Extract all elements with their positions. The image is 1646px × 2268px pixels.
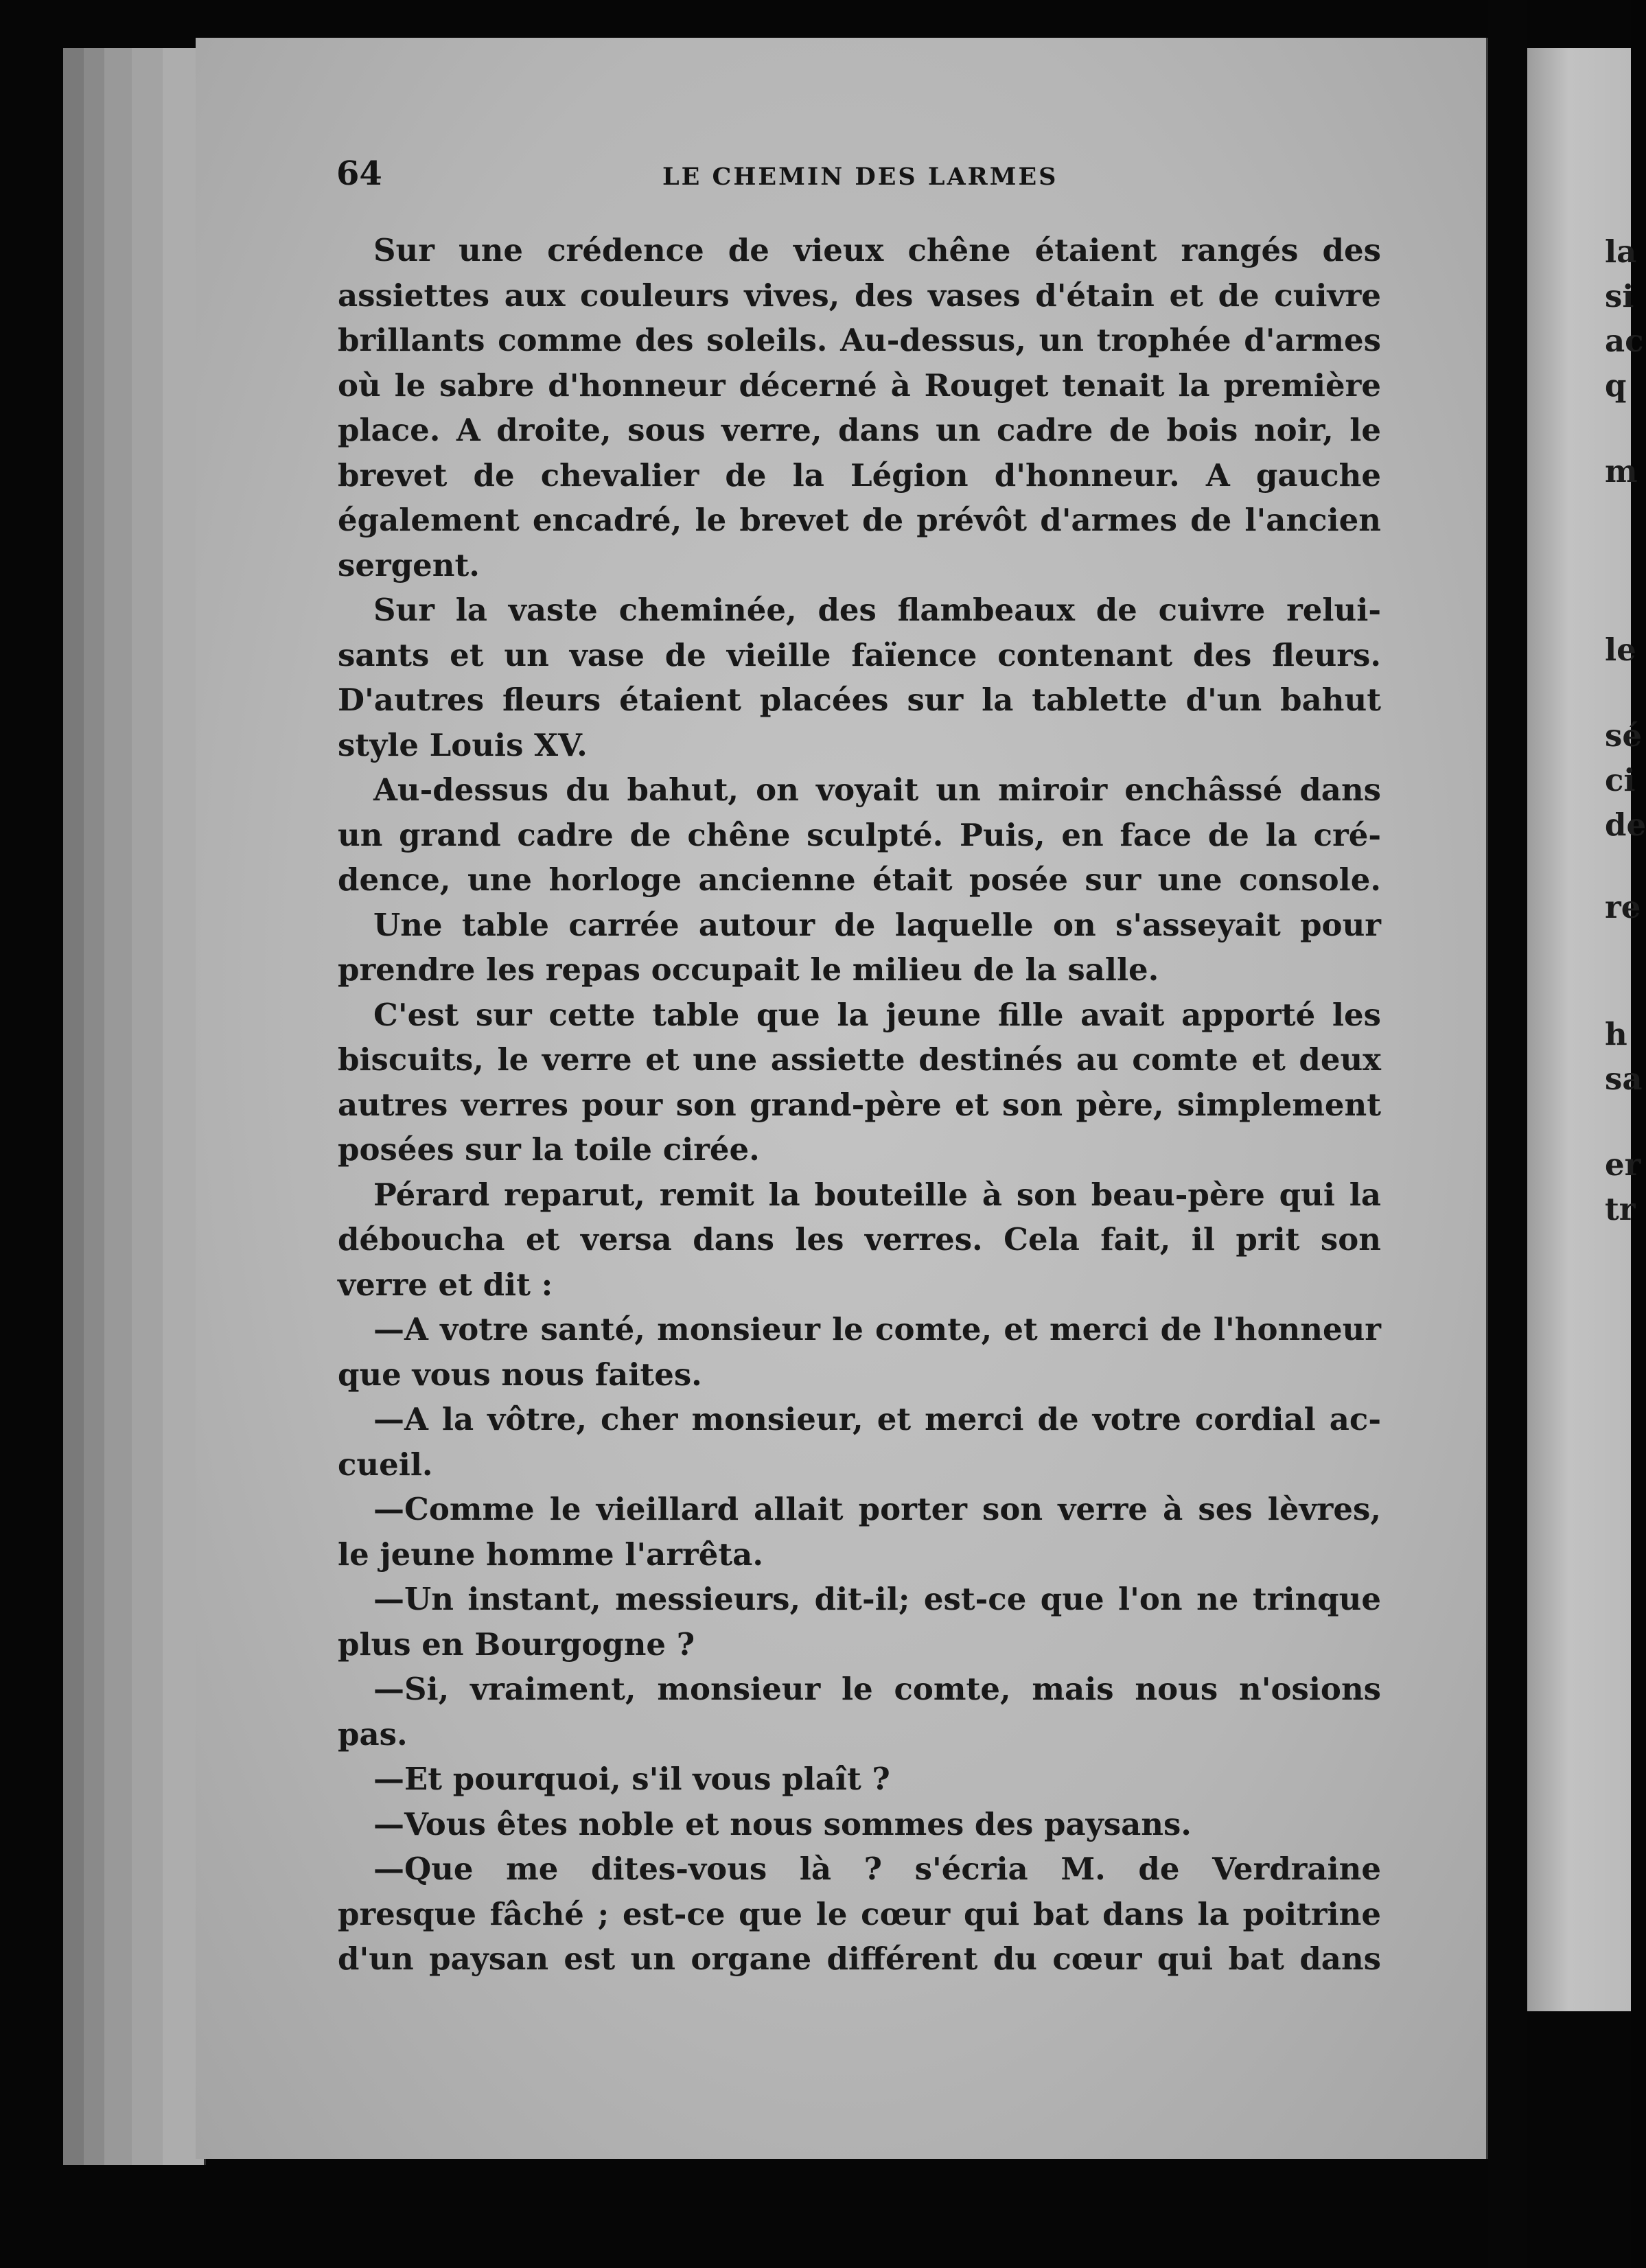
text-line: —Et pourquoi, s'il vous plaît ? — [373, 1761, 890, 1797]
text-line: prendre les repas occupait le milieu de la salle. — [338, 951, 1159, 988]
text-line: également encadré, le brevet de prévôt d'armes de l'ancien — [338, 502, 1381, 538]
facing-page-fragment: ac — [1605, 323, 1644, 359]
text-line: Une table carrée autour de laquelle on s'asseyait pour — [373, 906, 1381, 943]
text-line: plus en Bourgogne ? — [338, 1625, 695, 1663]
text-line: sants et un vase de vieille faïence contenant des fleurs. — [338, 636, 1381, 673]
text-line: biscuits, le verre et une assiette destinés au comte et deux — [338, 1041, 1381, 1078]
text-line: —Si, vraiment, monsieur le comte, mais nous n'osions — [373, 1671, 1381, 1707]
text-line: posées sur la toile cirée. — [338, 1131, 760, 1168]
page-edge — [84, 48, 106, 2165]
page-edge — [63, 48, 86, 2165]
text-line: —Vous êtes noble et nous sommes des paysans. — [373, 1805, 1192, 1842]
facing-page-fragment: re — [1605, 889, 1641, 925]
text-line: que vous nous faites. — [338, 1356, 702, 1393]
text-line: D'autres fleurs étaient placées sur la tablette d'un bahut — [338, 682, 1381, 718]
text-line: presque fâché ; est-ce que le cœur qui bat dans la poitrine — [338, 1895, 1381, 1932]
facing-page-fragment: er — [1605, 1146, 1641, 1183]
text-line: déboucha et versa dans les verres. Cela fait, il prit son — [338, 1221, 1381, 1258]
text-line: d'un paysan est un organe différent du cœur qui bat dans — [338, 1941, 1381, 1977]
text-line: où le sabre d'honneur décerné à Rouget tenait la première — [338, 367, 1381, 404]
facing-page-fragment: q — [1605, 367, 1627, 404]
text-line: assiettes aux couleurs vives, des vases d'étain et de cuivre — [338, 277, 1381, 314]
facing-page-fragment: de — [1605, 807, 1646, 843]
book-gutter — [1488, 0, 1527, 2268]
text-line: —Un instant, messieurs, dit-il; est-ce que l'on ne trinque — [373, 1581, 1381, 1617]
text-line: —A la vôtre, cher monsieur, et merci de votre cordial ac- — [373, 1401, 1381, 1437]
facing-page-fragment: ci — [1605, 762, 1636, 798]
text-line: —Comme le vieillard allait porter son verre à ses lèvres, — [373, 1491, 1381, 1527]
text-line: Au-dessus du bahut, on voyait un miroir enchâssé dans — [373, 772, 1381, 808]
page-edge — [132, 48, 165, 2165]
text-line: sergent. — [338, 546, 480, 583]
page-edge — [104, 48, 134, 2165]
text-line: autres verres pour son grand-père et son père, simplement — [338, 1086, 1381, 1123]
running-header — [336, 154, 1380, 209]
text-line: Sur une crédence de vieux chêne étaient rangés des — [373, 232, 1381, 268]
text-line: C'est sur cette table que la jeune fille avait apporté les — [373, 996, 1381, 1033]
text-line: dence, une horloge ancienne était posée sur une console. — [338, 861, 1381, 898]
running-title: LE CHEMIN DES LARMES — [662, 163, 1058, 191]
text-line: un grand cadre de chêne sculpté. Puis, en face de la cré- — [338, 816, 1381, 853]
facing-page-fragment: sé — [1605, 717, 1642, 754]
text-line: cueil. — [338, 1446, 433, 1483]
text-line: pas. — [338, 1715, 408, 1752]
text-line: —Que me dites-vous là ? s'écria M. de Verdraine — [373, 1851, 1381, 1887]
text-line: place. A droite, sous verre, dans un cadre de bois noir, le — [338, 412, 1381, 448]
text-line: verre et dit : — [338, 1266, 553, 1303]
text-line: le jeune homme l'arrêta. — [338, 1536, 763, 1573]
text-line: Sur la vaste cheminée, des flambeaux de cuivre relui- — [373, 592, 1381, 628]
facing-page-fragment: h — [1605, 1016, 1627, 1052]
page-number: 64 — [336, 154, 382, 193]
body-text — [338, 228, 1381, 1982]
facing-page-fragment: la — [1605, 233, 1637, 270]
facing-page-fragment: le — [1605, 632, 1636, 668]
text-line: style Louis XV. — [338, 726, 588, 763]
text-line: Pérard reparut, remit la bouteille à son beau-père qui la — [373, 1176, 1381, 1213]
text-line: brevet de chevalier de la Légion d'honneur. A gauche — [338, 456, 1381, 494]
facing-page-fragment: si — [1605, 278, 1634, 314]
facing-page-fragment: tr — [1605, 1191, 1636, 1227]
text-line: —A votre santé, monsieur le comte, et merci de l'honneur — [373, 1311, 1381, 1347]
facing-page-fragment: m — [1605, 453, 1638, 489]
facing-page-fragment: sa — [1605, 1061, 1643, 1097]
text-line: brillants comme des soleils. Au-dessus, un trophée d'armes — [338, 322, 1381, 358]
